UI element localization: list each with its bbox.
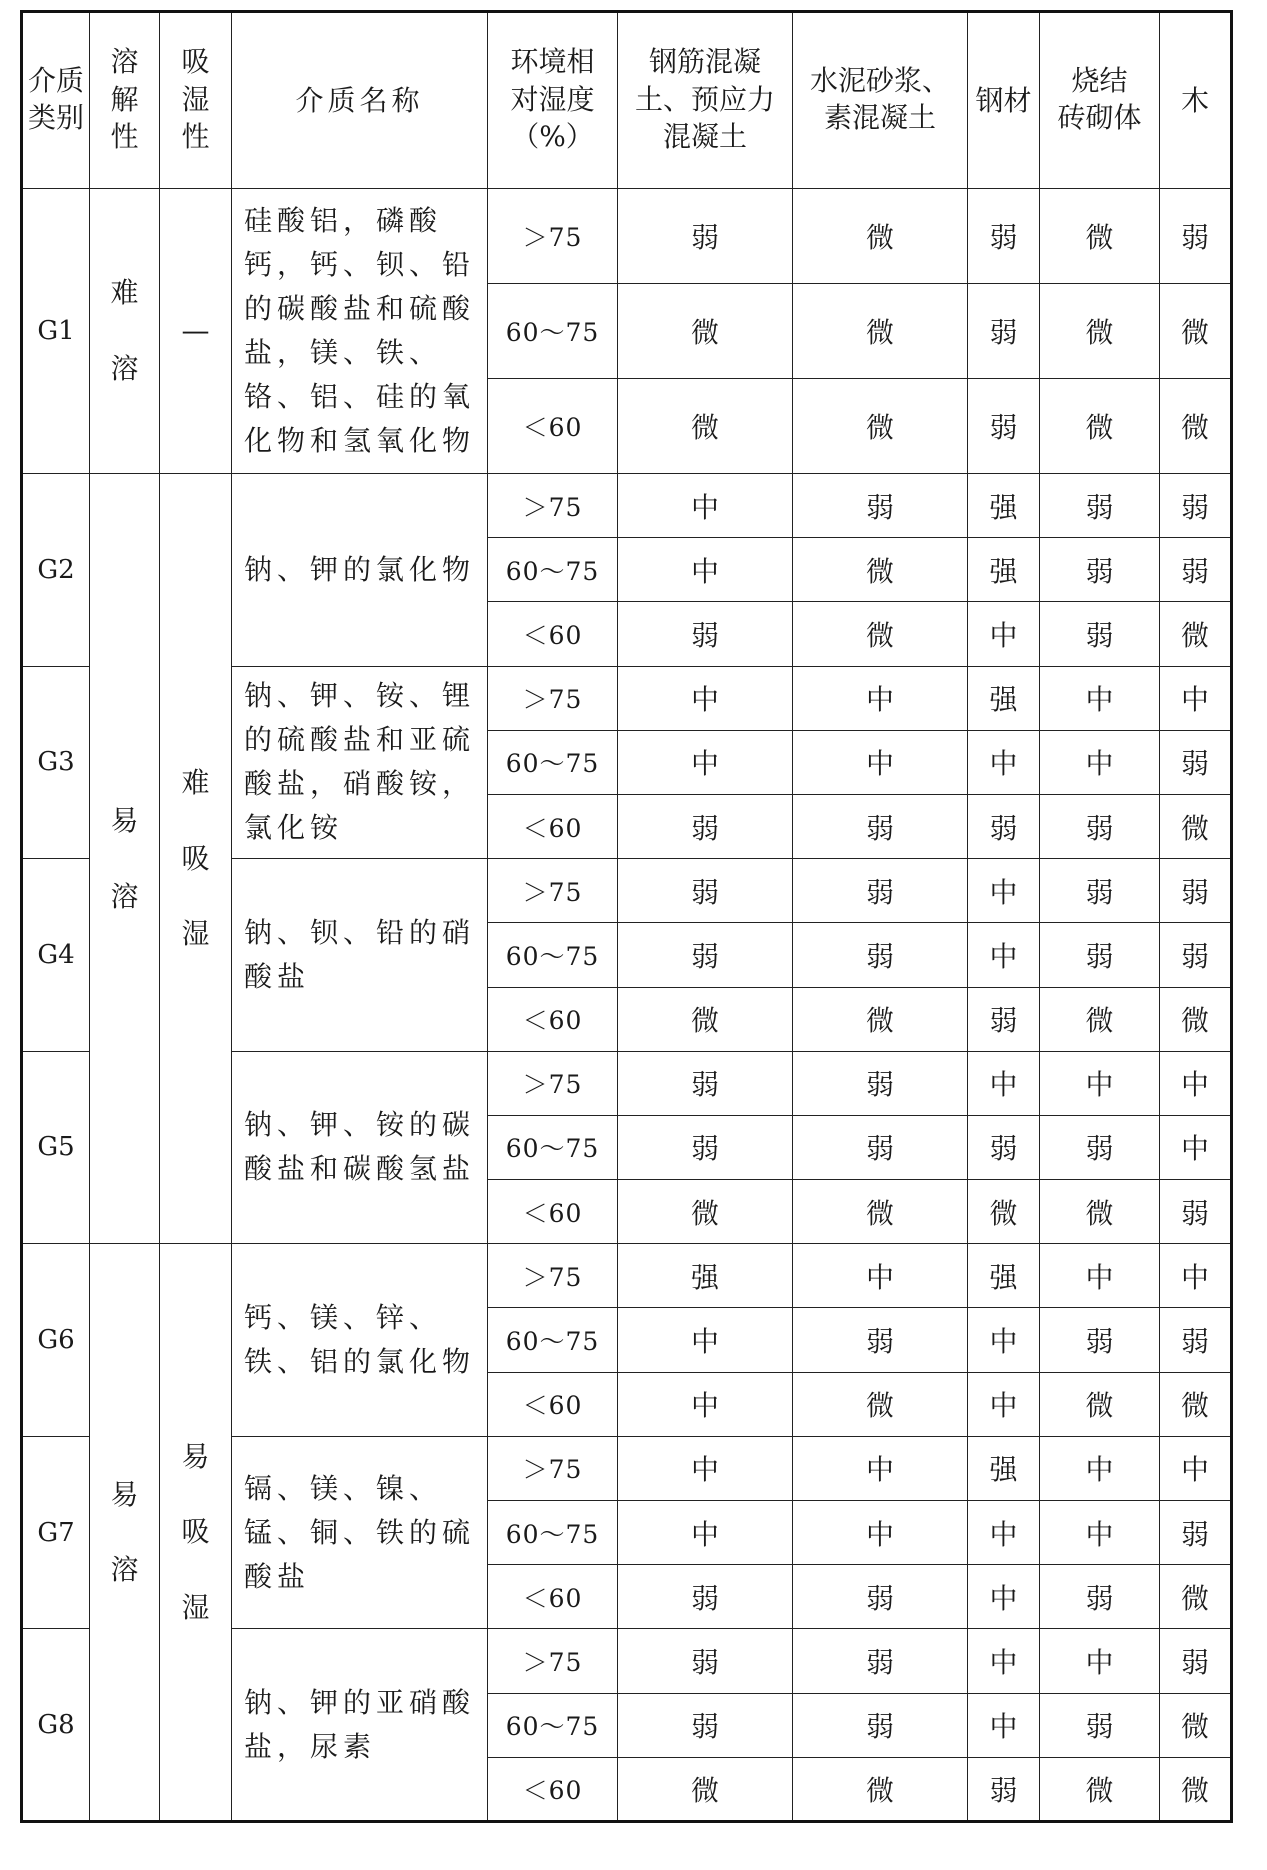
medium-name-cell: 钠、钾的氯化物	[232, 474, 488, 667]
grade-brick-cell: 弱	[1040, 794, 1160, 858]
header-hygroscopicity: 吸 湿 性	[160, 12, 232, 189]
grade-wood-cell: 弱	[1160, 859, 1232, 923]
grade-wood-cell: 弱	[1160, 538, 1232, 602]
grade-brick-cell: 弱	[1040, 602, 1160, 666]
grade-brick-cell: 中	[1040, 730, 1160, 794]
medium-name-cell: 钠、钾、铵、锂的硫酸盐和亚硫酸盐，硝酸铵，氯化铵	[232, 666, 488, 859]
grade-mortar-cell: 弱	[793, 1565, 968, 1629]
grade-mortar-cell: 中	[793, 1436, 968, 1500]
humidity-cell: ＞75	[488, 1436, 618, 1500]
grade-mortar-cell: 微	[793, 987, 968, 1051]
grade-brick-cell: 弱	[1040, 474, 1160, 538]
grade-wood-cell: 微	[1160, 1693, 1232, 1757]
grade-rc-concrete-cell: 弱	[618, 1629, 793, 1693]
humidity-cell: ＞75	[488, 666, 618, 730]
grade-rc-concrete-cell: 中	[618, 730, 793, 794]
grade-steel-cell: 弱	[968, 284, 1040, 379]
grade-rc-concrete-cell: 中	[618, 1436, 793, 1500]
humidity-cell: 60～75	[488, 284, 618, 379]
category-cell: G8	[22, 1629, 90, 1822]
grade-brick-cell: 微	[1040, 987, 1160, 1051]
medium-name-cell: 钠、钡、铅的硝酸盐	[232, 859, 488, 1052]
header-mortar: 水泥砂浆、 素混凝土	[793, 12, 968, 189]
humidity-cell: 60～75	[488, 538, 618, 602]
grade-wood-cell: 微	[1160, 379, 1232, 474]
grade-brick-cell: 弱	[1040, 1115, 1160, 1179]
grade-steel-cell: 中	[968, 730, 1040, 794]
medium-name-cell: 钠、钾的亚硝酸盐，尿素	[232, 1629, 488, 1822]
grade-steel-cell: 中	[968, 1693, 1040, 1757]
grade-mortar-cell: 微	[793, 1180, 968, 1244]
grade-steel-cell: 弱	[968, 987, 1040, 1051]
grade-rc-concrete-cell: 弱	[618, 1565, 793, 1629]
grade-wood-cell: 弱	[1160, 189, 1232, 284]
grade-rc-concrete-cell: 中	[618, 666, 793, 730]
grade-mortar-cell: 微	[793, 189, 968, 284]
grade-brick-cell: 中	[1040, 1629, 1160, 1693]
grade-mortar-cell: 弱	[793, 859, 968, 923]
grade-steel-cell: 中	[968, 859, 1040, 923]
grade-brick-cell: 微	[1040, 1180, 1160, 1244]
category-cell: G6	[22, 1244, 90, 1437]
humidity-cell: ＜60	[488, 1565, 618, 1629]
grade-mortar-cell: 弱	[793, 474, 968, 538]
grade-wood-cell: 弱	[1160, 1501, 1232, 1565]
humidity-cell: ＜60	[488, 794, 618, 858]
humidity-cell: 60～75	[488, 730, 618, 794]
grade-brick-cell: 微	[1040, 284, 1160, 379]
grade-mortar-cell: 弱	[793, 1051, 968, 1115]
grade-rc-concrete-cell: 中	[618, 1372, 793, 1436]
category-cell: G4	[22, 859, 90, 1052]
grade-wood-cell: 弱	[1160, 1629, 1232, 1693]
hygroscopicity-label: —	[181, 314, 210, 348]
category-cell: G1	[22, 189, 90, 474]
table-row	[22, 189, 1232, 284]
grade-wood-cell: 中	[1160, 1244, 1232, 1308]
grade-brick-cell: 中	[1040, 1051, 1160, 1115]
grade-wood-cell: 微	[1160, 1372, 1232, 1436]
grade-wood-cell: 微	[1160, 284, 1232, 379]
solubility-cell	[90, 1244, 160, 1822]
grade-brick-cell: 微	[1040, 1757, 1160, 1821]
humidity-cell: 60～75	[488, 1115, 618, 1179]
grade-wood-cell: 微	[1160, 987, 1232, 1051]
solubility-label: 易 溶	[110, 1477, 139, 1587]
grade-mortar-cell: 中	[793, 666, 968, 730]
grade-mortar-cell: 中	[793, 730, 968, 794]
grade-brick-cell: 弱	[1040, 923, 1160, 987]
grade-steel-cell: 强	[968, 538, 1040, 602]
grade-steel-cell: 中	[968, 1501, 1040, 1565]
header-steel: 钢材	[968, 12, 1040, 189]
humidity-cell: ＞75	[488, 189, 618, 284]
grade-rc-concrete-cell: 弱	[618, 794, 793, 858]
grade-brick-cell: 中	[1040, 666, 1160, 730]
grade-wood-cell: 弱	[1160, 1180, 1232, 1244]
humidity-cell: ＞75	[488, 1244, 618, 1308]
grade-wood-cell: 弱	[1160, 474, 1232, 538]
medium-name-cell: 钠、钾、铵的碳酸盐和碳酸氢盐	[232, 1051, 488, 1244]
humidity-cell: ＜60	[488, 379, 618, 474]
grade-brick-cell: 弱	[1040, 538, 1160, 602]
grade-mortar-cell: 中	[793, 1501, 968, 1565]
grade-brick-cell: 弱	[1040, 1693, 1160, 1757]
humidity-cell: 60～75	[488, 1501, 618, 1565]
grade-wood-cell: 弱	[1160, 923, 1232, 987]
grade-wood-cell: 中	[1160, 1436, 1232, 1500]
grade-wood-cell: 微	[1160, 794, 1232, 858]
grade-brick-cell: 弱	[1040, 1308, 1160, 1372]
grade-steel-cell: 中	[968, 923, 1040, 987]
grade-rc-concrete-cell: 微	[618, 1180, 793, 1244]
header-wood: 木	[1160, 12, 1232, 189]
grade-wood-cell: 微	[1160, 602, 1232, 666]
grade-rc-concrete-cell: 弱	[618, 1051, 793, 1115]
humidity-cell: ＞75	[488, 474, 618, 538]
grade-steel-cell: 中	[968, 1565, 1040, 1629]
grade-steel-cell: 弱	[968, 1115, 1040, 1179]
grade-wood-cell: 中	[1160, 1051, 1232, 1115]
grade-wood-cell: 微	[1160, 1757, 1232, 1821]
grade-brick-cell: 弱	[1040, 859, 1160, 923]
humidity-cell: ＞75	[488, 1629, 618, 1693]
category-cell: G2	[22, 474, 90, 667]
grade-steel-cell: 弱	[968, 794, 1040, 858]
table-row	[22, 1244, 1232, 1308]
grade-mortar-cell: 微	[793, 602, 968, 666]
grade-steel-cell: 强	[968, 1436, 1040, 1500]
grade-rc-concrete-cell: 微	[618, 284, 793, 379]
hygroscopicity-cell	[160, 1244, 232, 1822]
humidity-cell: ＜60	[488, 987, 618, 1051]
grade-rc-concrete-cell: 强	[618, 1244, 793, 1308]
grade-rc-concrete-cell: 弱	[618, 923, 793, 987]
grade-rc-concrete-cell: 微	[618, 1757, 793, 1821]
grade-steel-cell: 中	[968, 1051, 1040, 1115]
grade-rc-concrete-cell: 微	[618, 987, 793, 1051]
header-humidity: 环境相 对湿度 （%）	[488, 12, 618, 189]
table-wrapper	[20, 10, 1233, 1823]
grade-mortar-cell: 微	[793, 284, 968, 379]
grade-brick-cell: 微	[1040, 1372, 1160, 1436]
grade-mortar-cell: 微	[793, 1757, 968, 1821]
grade-rc-concrete-cell: 弱	[618, 859, 793, 923]
grade-rc-concrete-cell: 弱	[618, 602, 793, 666]
header-category: 介质 类别	[22, 12, 90, 189]
humidity-cell: 60～75	[488, 1308, 618, 1372]
grade-rc-concrete-cell: 中	[618, 538, 793, 602]
grade-mortar-cell: 弱	[793, 1115, 968, 1179]
grade-wood-cell: 弱	[1160, 1308, 1232, 1372]
grade-wood-cell: 中	[1160, 666, 1232, 730]
header-solubility: 溶 解 性	[90, 12, 160, 189]
grade-brick-cell: 弱	[1040, 1565, 1160, 1629]
grade-steel-cell: 中	[968, 1629, 1040, 1693]
grade-mortar-cell: 弱	[793, 923, 968, 987]
medium-name-cell: 硅酸铝，磷酸钙，钙、钡、铅的碳酸盐和硫酸盐，镁、铁、铬、铝、硅的氧化物和氢氧化物	[232, 189, 488, 474]
grade-mortar-cell: 中	[793, 1244, 968, 1308]
table-body	[22, 189, 1232, 1822]
category-cell: G3	[22, 666, 90, 859]
grade-mortar-cell: 微	[793, 538, 968, 602]
header-row	[22, 12, 1232, 189]
hygroscopicity-label: 易 吸 湿	[181, 1439, 210, 1624]
grade-steel-cell: 中	[968, 1308, 1040, 1372]
medium-name-cell: 镉、镁、镍、锰、铜、铁的硫酸盐	[232, 1436, 488, 1629]
grade-steel-cell: 弱	[968, 379, 1040, 474]
humidity-cell: ＜60	[488, 1757, 618, 1821]
header-rc-concrete: 钢筋混凝 土、预应力 混凝土	[618, 12, 793, 189]
grade-steel-cell: 强	[968, 666, 1040, 730]
grade-rc-concrete-cell: 弱	[618, 1693, 793, 1757]
solubility-label: 难 溶	[110, 276, 139, 385]
grade-brick-cell: 微	[1040, 189, 1160, 284]
grade-steel-cell: 中	[968, 1372, 1040, 1436]
humidity-cell: ＜60	[488, 602, 618, 666]
grade-steel-cell: 弱	[968, 1757, 1040, 1821]
solubility-cell	[90, 474, 160, 1244]
grade-mortar-cell: 弱	[793, 1308, 968, 1372]
humidity-cell: 60～75	[488, 923, 618, 987]
grade-mortar-cell: 微	[793, 1372, 968, 1436]
grade-rc-concrete-cell: 中	[618, 1308, 793, 1372]
grade-mortar-cell: 弱	[793, 1629, 968, 1693]
grade-wood-cell: 微	[1160, 1565, 1232, 1629]
grade-rc-concrete-cell: 微	[618, 379, 793, 474]
grade-rc-concrete-cell: 弱	[618, 189, 793, 284]
solubility-label: 易 溶	[110, 804, 139, 913]
grade-wood-cell: 中	[1160, 1115, 1232, 1179]
hygroscopicity-cell	[160, 189, 232, 474]
humidity-cell: ＞75	[488, 1051, 618, 1115]
grade-brick-cell: 中	[1040, 1501, 1160, 1565]
medium-name-cell: 钙、镁、锌、铁、铝的氯化物	[232, 1244, 488, 1437]
grade-mortar-cell: 弱	[793, 794, 968, 858]
grade-steel-cell: 强	[968, 1244, 1040, 1308]
category-cell: G5	[22, 1051, 90, 1244]
hygroscopicity-cell	[160, 474, 232, 1244]
category-cell: G7	[22, 1436, 90, 1629]
humidity-cell: 60～75	[488, 1693, 618, 1757]
grade-mortar-cell: 微	[793, 379, 968, 474]
grade-rc-concrete-cell: 中	[618, 474, 793, 538]
grade-rc-concrete-cell: 中	[618, 1501, 793, 1565]
humidity-cell: ＜60	[488, 1180, 618, 1244]
grade-steel-cell: 中	[968, 602, 1040, 666]
grade-wood-cell: 弱	[1160, 730, 1232, 794]
header-brick: 烧结 砖砌体	[1040, 12, 1160, 189]
solubility-cell	[90, 189, 160, 474]
hygroscopicity-label: 难 吸 湿	[181, 766, 210, 951]
humidity-cell: ＞75	[488, 859, 618, 923]
grade-rc-concrete-cell: 弱	[618, 1115, 793, 1179]
grade-steel-cell: 弱	[968, 189, 1040, 284]
humidity-cell: ＜60	[488, 1372, 618, 1436]
grade-brick-cell: 微	[1040, 379, 1160, 474]
grade-brick-cell: 中	[1040, 1436, 1160, 1500]
grade-steel-cell: 微	[968, 1180, 1040, 1244]
grade-mortar-cell: 弱	[793, 1693, 968, 1757]
table-row	[22, 474, 1232, 538]
grade-brick-cell: 中	[1040, 1244, 1160, 1308]
grade-steel-cell: 强	[968, 474, 1040, 538]
corrosion-grade-table	[20, 10, 1233, 1823]
header-medium-name: 介质名称	[232, 12, 488, 189]
